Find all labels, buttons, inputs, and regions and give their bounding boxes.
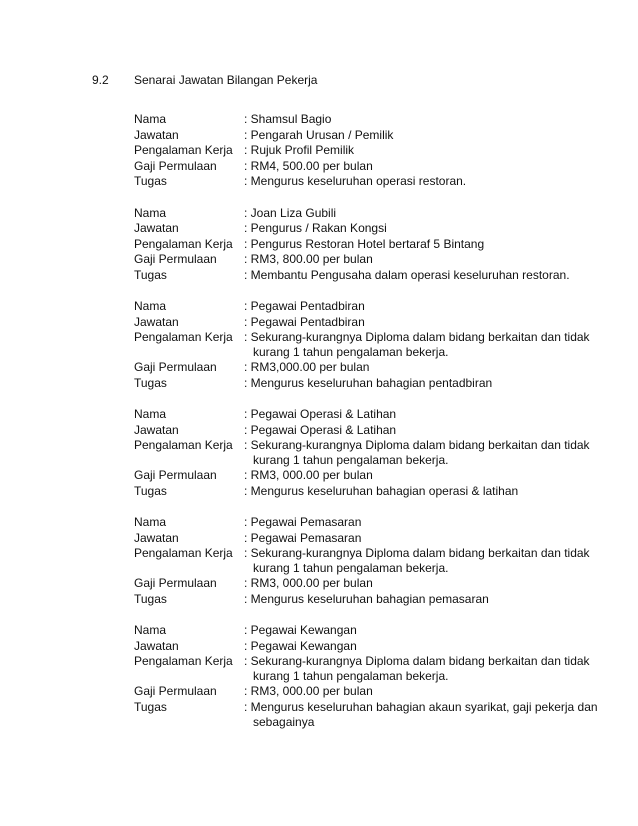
jawatan-label: Jawatan <box>134 422 179 437</box>
pengalaman-row <box>134 330 614 360</box>
pengalaman-value: : Sekurang-kurangnya Diploma dalam bidang berkaitan dan tidak kurang 1 tahun pengalaman bekerja. <box>244 654 590 683</box>
jawatan-value: : Pegawai Kewangan <box>244 638 357 653</box>
gaji-row <box>134 684 614 700</box>
staff-entry <box>134 623 614 730</box>
section-title: Senarai Jawatan Bilangan Pekerja <box>134 73 318 87</box>
pengalaman-row <box>134 546 614 576</box>
tugas-row <box>134 484 614 500</box>
tugas-label: Tugas <box>134 174 167 188</box>
section-heading <box>92 72 317 88</box>
nama-row <box>134 206 614 222</box>
tugas-label: Tugas <box>134 375 167 390</box>
tugas-row <box>134 592 614 608</box>
pengalaman-value: : Sekurang-kurangnya Diploma dalam bidang berkaitan dan tidak kurang 1 tahun pengalaman bekerja. <box>244 330 590 359</box>
jawatan-value: : Pengarah Urusan / Pemilik <box>244 127 394 142</box>
tugas-value: : Membantu Pengusaha dalam operasi keseluruhan restoran. <box>244 267 570 282</box>
jawatan-value: : Pengurus / Rakan Kongsi <box>244 221 387 235</box>
tugas-value: : Mengurus keseluruhan bahagian pemasaran <box>244 591 489 606</box>
pengalaman-row <box>134 143 614 159</box>
nama-label: Nama <box>134 112 167 126</box>
pengalaman-row <box>134 654 614 684</box>
pengalaman-label: Pengalaman Kerja <box>134 143 233 157</box>
tugas-value: : Mengurus keseluruhan operasi restoran. <box>244 174 467 188</box>
gaji-label: Gaji Permulaan <box>134 576 217 590</box>
pengalaman-value: : Rujuk Profil Pemilik <box>244 143 355 157</box>
gaji-label: Gaji Permulaan <box>134 158 217 173</box>
jawatan-row <box>134 639 614 655</box>
nama-row <box>134 112 614 128</box>
nama-value: : Pegawai Kewangan <box>244 623 357 637</box>
jawatan-row <box>134 128 614 144</box>
pengalaman-row <box>134 237 614 253</box>
nama-label: Nama <box>134 623 167 637</box>
staff-list <box>134 112 614 746</box>
nama-value: : Pegawai Pemasaran <box>244 515 362 529</box>
jawatan-value: : Pegawai Operasi & Latihan <box>244 422 397 437</box>
staff-entry <box>134 112 614 190</box>
nama-value: : Pegawai Operasi & Latihan <box>244 407 397 421</box>
gaji-label: Gaji Permulaan <box>134 360 217 374</box>
pengalaman-value: : Pengurus Restoran Hotel bertaraf 5 Bintang <box>244 236 485 251</box>
jawatan-row <box>134 423 614 439</box>
nama-label: Nama <box>134 299 167 313</box>
pengalaman-value: : Sekurang-kurangnya Diploma dalam bidang berkaitan dan tidak kurang 1 tahun pengalaman bekerja. <box>244 546 590 575</box>
pengalaman-row <box>134 438 614 468</box>
jawatan-label: Jawatan <box>134 530 179 545</box>
nama-row <box>134 515 614 531</box>
gaji-value: : RM3, 000.00 per bulan <box>244 468 373 482</box>
tugas-label: Tugas <box>134 699 167 714</box>
gaji-label: Gaji Permulaan <box>134 252 217 266</box>
gaji-value: : RM4, 500.00 per bulan <box>244 158 373 173</box>
gaji-row <box>134 360 614 376</box>
pengalaman-label: Pengalaman Kerja <box>134 438 233 452</box>
nama-value: : Pegawai Pentadbiran <box>244 299 365 313</box>
tugas-label: Tugas <box>134 591 167 606</box>
tugas-row <box>134 268 614 284</box>
tugas-value: : Mengurus keseluruhan bahagian operasi & latihan <box>244 483 519 498</box>
staff-entry <box>134 407 614 499</box>
tugas-value: : Mengurus keseluruhan bahagian akaun syarikat, gaji pekerja dan sebagainya <box>244 699 598 729</box>
gaji-row <box>134 576 614 592</box>
jawatan-label: Jawatan <box>134 638 179 653</box>
gaji-value: : RM3, 800.00 per bulan <box>244 252 373 266</box>
nama-value: : Shamsul Bagio <box>244 112 332 126</box>
gaji-value: : RM3,000.00 per bulan <box>244 360 370 374</box>
tugas-value: : Mengurus keseluruhan bahagian pentadbiran <box>244 375 493 390</box>
pengalaman-label: Pengalaman Kerja <box>134 654 233 668</box>
tugas-label: Tugas <box>134 267 167 282</box>
gaji-value: : RM3, 000.00 per bulan <box>244 684 373 698</box>
gaji-label: Gaji Permulaan <box>134 468 217 482</box>
tugas-row <box>134 376 614 392</box>
nama-label: Nama <box>134 407 167 421</box>
section-number: 9.2 <box>92 73 109 87</box>
jawatan-value: : Pegawai Pemasaran <box>244 530 362 545</box>
pengalaman-label: Pengalaman Kerja <box>134 236 233 251</box>
tugas-label: Tugas <box>134 483 167 498</box>
staff-entry <box>134 299 614 391</box>
gaji-label: Gaji Permulaan <box>134 684 217 698</box>
nama-label: Nama <box>134 205 167 220</box>
gaji-row <box>134 252 614 268</box>
jawatan-row <box>134 531 614 547</box>
jawatan-row <box>134 315 614 331</box>
nama-row <box>134 407 614 423</box>
jawatan-row <box>134 221 614 237</box>
nama-row <box>134 299 614 315</box>
staff-entry <box>134 515 614 607</box>
tugas-row <box>134 174 614 190</box>
gaji-row <box>134 159 614 175</box>
jawatan-label: Jawatan <box>134 221 179 235</box>
nama-row <box>134 623 614 639</box>
jawatan-value: : Pegawai Pentadbiran <box>244 314 365 329</box>
gaji-row <box>134 468 614 484</box>
gaji-value: : RM3, 000.00 per bulan <box>244 576 373 590</box>
jawatan-label: Jawatan <box>134 127 179 142</box>
pengalaman-label: Pengalaman Kerja <box>134 330 233 344</box>
nama-value: : Joan Liza Gubili <box>244 205 337 220</box>
nama-label: Nama <box>134 515 167 529</box>
pengalaman-value: : Sekurang-kurangnya Diploma dalam bidang berkaitan dan tidak kurang 1 tahun pengalaman bekerja. <box>244 438 590 467</box>
jawatan-label: Jawatan <box>134 314 179 329</box>
staff-entry <box>134 206 614 284</box>
pengalaman-label: Pengalaman Kerja <box>134 546 233 560</box>
tugas-row <box>134 700 614 730</box>
